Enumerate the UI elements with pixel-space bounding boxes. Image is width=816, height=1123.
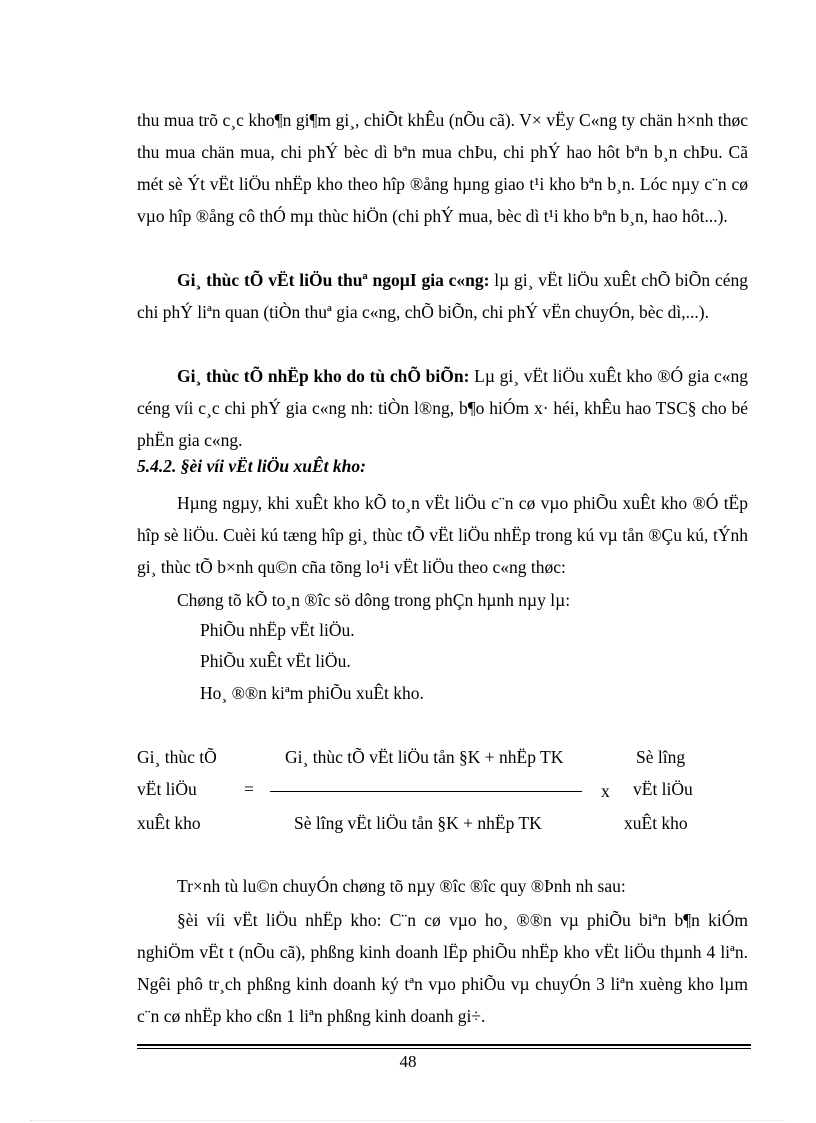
definition-outsourced-price: lµ gi¸ vËt liÖu xuÊt chÕ biÕn céng chi phÝ liªn quan (tiÒn thuª gia c«ng, chÕ biÕn, chi phÝ vËn chuyÓn, bèc dì,...). — [137, 270, 748, 322]
formula-left-line-2: vËt liÖu — [137, 779, 197, 799]
formula-equals-sign: = — [244, 779, 254, 799]
section-heading: 5.4.2. §èi víi vËt liÖu xuÊt kho: — [137, 456, 366, 476]
formula-numerator: Gi¸ thùc tÕ vËt liÖu tån §K + nhËp TK — [285, 747, 564, 767]
paragraph-purchase-price: thu mua trõ c¸c kho¶n gi¶m gi¸, chiÕt khÊu (nÕu cã). V× vËy C«ng ty chän h×nh thøc thu mua chän mua, chi phÝ bèc dì bªn mua chÞu, chi phÝ hao hôt bªn b¸n chÞu. Cã mét sè Ýt vËt liÖu nhËp kho theo hîp ®ång hµng giao t¹i kho bªn b¸n. Lóc nµy c¨n cø vµo hîp ®ång cô thÓ mµ thùc hiÖn (chi phÝ mua, bèc dì t¹i kho bªn b¸n, hao hôt...). — [137, 110, 748, 226]
term-outsourced-price: Gi¸ thùc tÕ vËt liÖu thuª ngoµI gia c«ng: — [177, 270, 490, 290]
paragraph-daily-issue: Hµng ngµy, khi xuÊt kho kÕ to¸n vËt liÖu c¨n cø vµo phiÕu xuÊt kho ®Ó tËp hîp sè liÖu. Cuèi kú tæng hîp gi¸ thùc tÕ vËt liÖu nhËp trong kú vµ tån ®Çu kú, tÝnh gi¸ thùc tÕ b×nh qu©n cña tõng lo¹i vËt liÖu theo c«ng thøc: — [137, 493, 748, 577]
formula-fraction-bar — [270, 791, 582, 792]
list-item-receipt-slip: PhiÕu nhËp vËt liÖu. — [200, 620, 355, 640]
paragraph-self-processing — [137, 360, 748, 456]
documents-intro: Chøng tõ kÕ to¸n ®îc sö dông trong phÇn hµnh nµy lµ: — [177, 590, 571, 610]
page-number: 48 — [399, 1052, 417, 1071]
formula-right-line-1: Sè lîng — [636, 747, 686, 767]
definition-self-processed-price: Lµ gi¸ vËt liÖu xuÊt kho ®Ó gia c«ng céng víi c¸c chi phÝ gia c«ng nh: tiÒn l®ng, b¶o hiÓm x· héi, khÊu hao TSC§ cho bé phËn gia c«ng. — [137, 366, 748, 450]
formula-left-line-3: xuÊt kho — [137, 813, 201, 833]
formula-right-line-3: xuÊt kho — [624, 813, 688, 833]
formula-left-line-1: Gi¸ thùc tÕ — [137, 747, 217, 767]
paragraph-receipt-procedure: §èi víi vËt liÖu nhËp kho: C¨n cø vµo ho¸ ®®n vµ phiÕu biªn b¶n kiÓm nghiÖm vËt t (nÕu cã), phßng kinh doanh lËp phiÕu nhËp kho vËt liÖu thµnh 4 liªn. Ngêi phô tr¸ch phßng kinh doanh ký tªn vµo phiÕu vµ chuyÓn 3 liªn xuèng kho lµm c¨n cø nhËp kho cßn 1 liªn phßng kinh doanh gi÷. — [137, 910, 748, 1026]
page-bottom-edge — [30, 1120, 786, 1121]
procedure-intro: Tr×nh tù lu©n chuyÓn chøng tõ nµy ®îc ®îc quy ®Þnh nh sau: — [177, 876, 626, 896]
formula-multiply-sign: x — [601, 781, 610, 801]
footer-rule-thick — [137, 1044, 751, 1046]
paragraph-outsourced-processing — [137, 264, 748, 328]
term-self-processed-price: Gi¸ thùc tÕ nhËp kho do tù chÕ biÕn: — [177, 366, 470, 386]
list-item-issue-slip: PhiÕu xuÊt vËt liÖu. — [200, 651, 351, 671]
list-item-invoice-slip: Ho¸ ®®n kiªm phiÕu xuÊt kho. — [200, 683, 424, 703]
footer-rule-thin — [137, 1048, 751, 1049]
formula-denominator: Sè lîng vËt liÖu tån §K + nhËp TK — [294, 813, 542, 833]
formula-right-line-2: vËt liÖu — [633, 779, 693, 799]
